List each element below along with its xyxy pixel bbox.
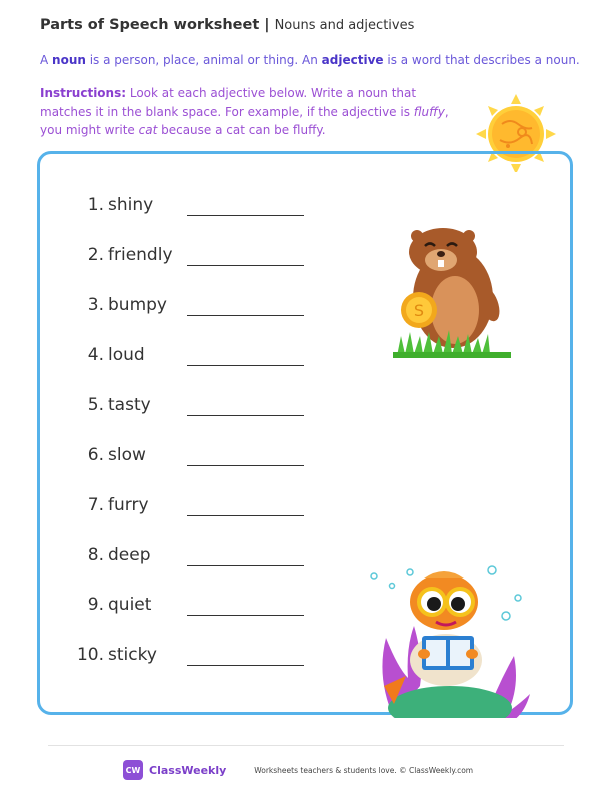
- item-number: 4.: [87, 345, 104, 365]
- example-noun: cat: [138, 123, 158, 137]
- exercise-item: [50, 345, 310, 369]
- item-number: 9.: [87, 595, 104, 615]
- footer: [123, 759, 473, 781]
- instructions-part: because a cat can be fluffy.: [157, 123, 326, 137]
- brand-name: ClassWeekly: [149, 763, 227, 777]
- exercise-item: [50, 545, 310, 569]
- groundhog-illustration: [393, 226, 511, 358]
- item-number: 1.: [87, 195, 104, 215]
- instructions-text: [40, 84, 460, 140]
- footer-divider: [48, 745, 564, 746]
- worksheet-subtitle: Nouns and adjectives: [274, 18, 415, 33]
- answer-blank[interactable]: [187, 615, 304, 616]
- item-number: 2.: [87, 245, 104, 265]
- answer-blank[interactable]: [187, 415, 304, 416]
- coin-glyph: S: [413, 301, 425, 320]
- answer-blank[interactable]: [187, 365, 304, 366]
- intro-part: is a word that describes a noun.: [383, 53, 580, 67]
- exercise-item: [50, 495, 310, 519]
- answer-blank[interactable]: [187, 315, 304, 316]
- exercise-item: [50, 645, 310, 669]
- instructions-part: Look at each adjective below. Write a noun that matches it in the blank space. For example, if the adjective is: [40, 86, 417, 119]
- footer-tagline: Worksheets teachers & students love. © ClassWeekly.com: [254, 765, 474, 775]
- adjective-term: adjective: [321, 53, 384, 67]
- header-separator: |: [264, 17, 270, 33]
- exercise-item: [50, 395, 310, 419]
- item-adjective: bumpy: [108, 295, 167, 315]
- item-number: 10.: [76, 645, 104, 665]
- worksheet-header: [40, 17, 414, 33]
- item-number: 8.: [87, 545, 104, 565]
- fish-reading-illustration: [366, 558, 532, 718]
- noun-term: noun: [52, 53, 86, 67]
- intro-part: is a person, place, animal or thing. An: [85, 53, 322, 67]
- item-adjective: loud: [108, 345, 145, 365]
- item-adjective: sticky: [108, 645, 157, 665]
- exercise-item: [50, 245, 310, 269]
- exercise-item: [50, 295, 310, 319]
- item-adjective: quiet: [108, 595, 152, 615]
- answer-blank[interactable]: [187, 565, 304, 566]
- item-number: 7.: [87, 495, 104, 515]
- answer-blank[interactable]: [187, 665, 304, 666]
- item-adjective: shiny: [108, 195, 154, 215]
- instructions-part: , you might write: [40, 104, 449, 137]
- item-number: 3.: [87, 295, 104, 315]
- item-adjective: slow: [108, 445, 146, 465]
- item-adjective: tasty: [108, 395, 151, 415]
- item-adjective: furry: [108, 495, 149, 515]
- answer-blank[interactable]: [187, 215, 304, 216]
- item-adjective: deep: [108, 545, 151, 565]
- instructions-label: Instructions:: [40, 86, 127, 100]
- intro-part: A: [40, 53, 53, 67]
- answer-blank[interactable]: [187, 265, 304, 266]
- item-number: 5.: [87, 395, 104, 415]
- item-number: 6.: [87, 445, 104, 465]
- definition-text: [40, 53, 580, 67]
- answer-blank[interactable]: [187, 515, 304, 516]
- exercise-item: [50, 445, 310, 469]
- worksheet-title: Parts of Speech worksheet: [40, 17, 260, 33]
- exercise-item: [50, 195, 310, 219]
- answer-blank[interactable]: [187, 465, 304, 466]
- exercise-item: [50, 595, 310, 619]
- classweekly-logo: CW: [123, 760, 143, 780]
- item-adjective: friendly: [108, 245, 173, 265]
- example-adjective: fluffy: [413, 104, 445, 119]
